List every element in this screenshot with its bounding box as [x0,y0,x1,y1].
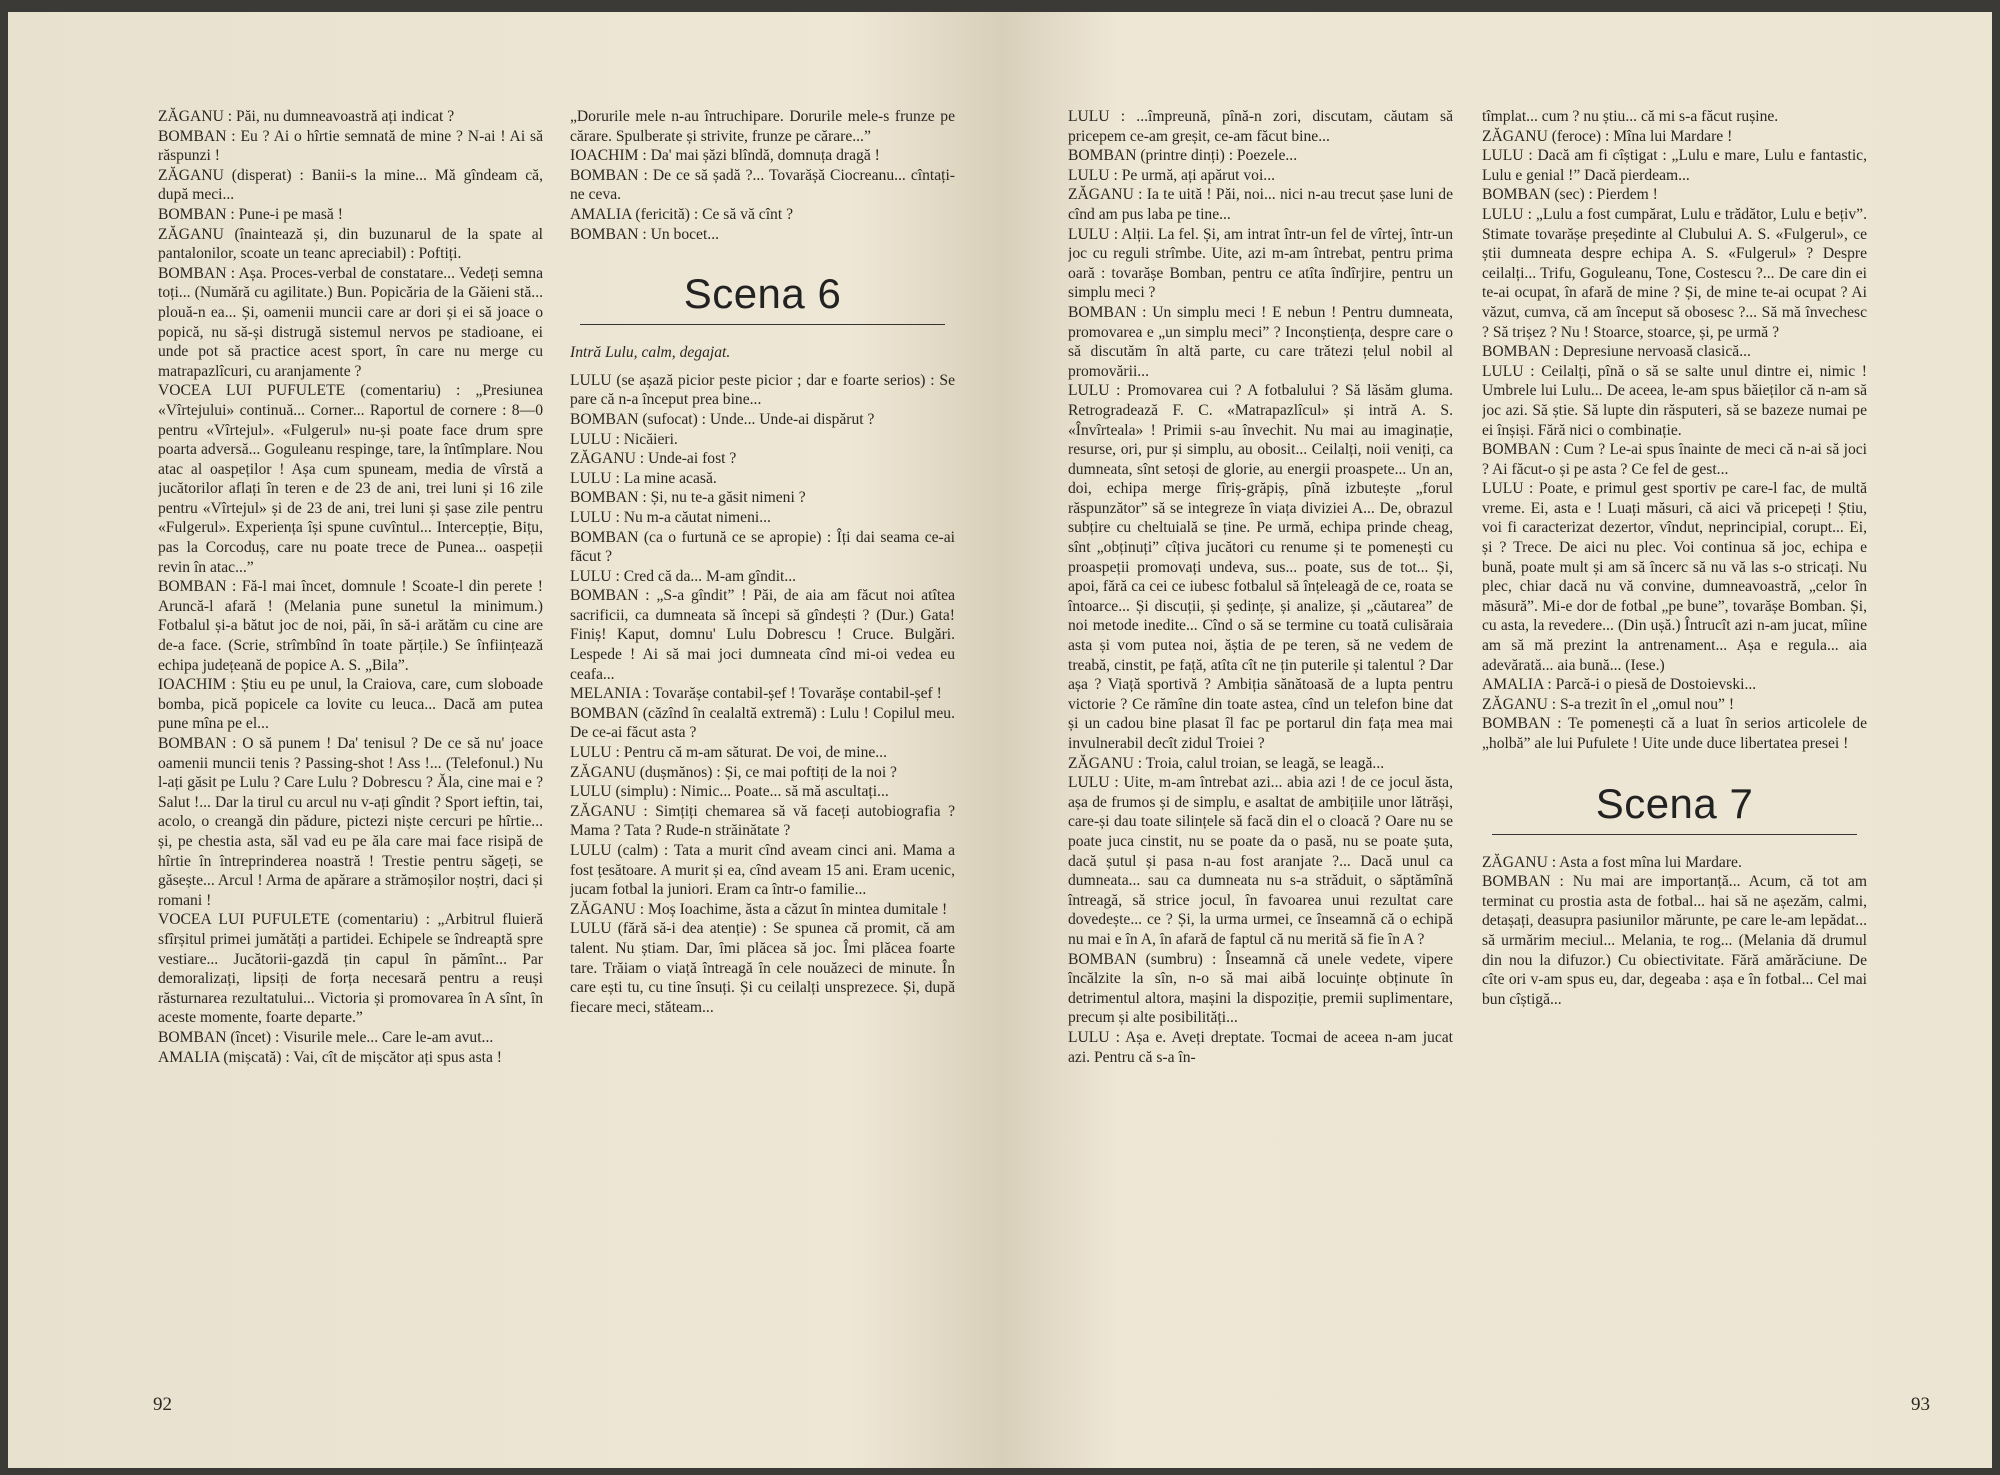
paragraph: LULU : Nu m-a căutat nimeni... [570,508,771,526]
paragraph: LULU : Pe urmă, ați apărut voi... [1068,166,1275,184]
paragraph: LULU : La mine acasă. [570,469,717,487]
paragraph: tîmplat... cum ? nu știu... că mi s-a făcut rușine. [1482,108,1779,125]
paragraph: ZĂGANU : Moș Ioachime, ăsta a căzut în mintea dumitale ! [570,900,948,918]
paragraph: BOMBAN (sufocat) : Unde... Unde-ai dispărut ? [570,410,875,428]
paragraph: ZĂGANU : Păi, nu dumneavoastră ați indicat ? [158,108,455,125]
paragraph: LULU (se așază picior peste picior ; dar e foarte serios) : Se pare că n-a început prea bine... [570,371,955,409]
stage-direction: Intră Lulu, calm, degajat. [570,344,731,362]
paragraph: ZĂGANU (înaintează și, din buzunarul de la spate al pantalonilor, scoate un teanc apreciabil) : Poftiți. [158,225,543,263]
paragraph: LULU : „Lulu a fost cumpărat, Lulu e trădător, Lulu e bețiv”. Stimate tovarășe președinte al Clubului A. S. «Fulgerul», ce știi dumneata despre echipa A. S. «Fulgerul» ? Despre ceilalți... Trifu, Goguleanu, Tone, Costescu ?... De care din ei te-ai ocupat, în afară de mine ? Și, de mine te-ai ocupat ? Ai văzut, cumva, că am început să obosesc ?... Să mă învechesc ? Să trișez ? Nu ! Stoarce, stoarce, și, pe urmă ? [1482,205,1867,341]
paragraph: ZĂGANU : Unde-ai fost ? [570,450,737,468]
paragraph: ZĂGANU : Simțiți chemarea să vă faceți autobiografia ? Mama ? Tata ? Rude-n străinătate ? [570,802,955,840]
paragraph: BOMBAN : Depresiune nervoasă clasică... [1482,343,1751,361]
paragraph: MELANIA : Tovarășe contabil-șef ! Tovarășe contabil-șef ! [570,685,942,703]
paragraph: BOMBAN : Te pomenești că a luat în serios articolele de „holbă” ale lui Pufulete ! Uite unde duce libertatea presei ! [1482,715,1867,752]
paragraph: ZĂGANU : S-a trezit în el „omul nou” ! [1482,695,1735,713]
paragraph: AMALIA (fericită) : Ce să vă cînt ? [570,205,793,223]
paragraph: LULU (fără să-i dea atenție) : Se spunea că promit, că am talent. Nu știam. Dar, îmi plăcea să joc. Îmi plăcea foarte tare. Trăiam o viață întreagă în cele nouăzeci de minute. În care ești tu, cu tine însuți. Și cu ceilalți unsprezece. Și, după fiecare meci, stăteam... [570,920,955,1016]
paragraph: LULU : Alții. La fel. Și, am intrat într-un fel de vîrtej, într-un joc cu reguli strîmbe. Uite, azi m-am întrebat, pentru prima oară : tovarășe Bomban, pentru ce atîta îndîrjire, pentru un simplu meci ? [1068,225,1453,302]
paragraph: ZĂGANU : Ia te uită ! Păi, noi... nici n-au trecut șase luni de cînd am pus laba pe tine... [1068,186,1453,223]
paragraph: BOMBAN (încet) : Visurile mele... Care le-am avut... [158,1028,494,1046]
paragraph: LULU : Așa e. Aveți dreptate. Tocmai de aceea n-am jucat azi. Pentru că s-a în- [1068,1028,1453,1066]
paragraph: BOMBAN : Fă-l mai încet, domnule ! Scoate-l din perete ! Aruncă-l afară ! (Melania pune sunetul la minimum.) Fotbalul și-a bătut joc de noi, păi, în să-i arătăm cu cine are de-a face. (Scrie, strîmbînd în toate părțile.) Se înființează echipa județeană de popice A. S. „Bila”. [158,578,543,674]
left-page-column-2 [570,107,955,1357]
right-page [1000,12,1992,1468]
paragraph: BOMBAN : Și, nu te-a găsit nimeni ? [570,489,806,507]
paragraph: BOMBAN (ca o furtună ce se apropie) : Îți dai seama ce-ai făcut ? [570,528,955,566]
paragraph: ZĂGANU (dușmănos) : Și, ce mai poftiți de la noi ? [570,763,897,781]
paragraph: ZĂGANU (feroce) : Mîna lui Mardare ! [1482,127,1733,145]
paragraph: BOMBAN : De ce să șadă ?... Tovarășă Ciocreanu... cîntați-ne ceva. [570,166,955,204]
paragraph: ZĂGANU : Troia, calul troian, se leagă, se leagă... [1068,754,1385,772]
paragraph: LULU : Poate, e primul gest sportiv pe care-l fac, de multă vreme. Ei, asta e ! Luați măsuri, că aici vă pricepeți ! Știu, voi fi caracterizat dezertor, vîndut, neprincipial, corupt... Ei, și ? Trece. De aici nu plec. Voi continua să joc, echipa e bună, poate mult și am să încerc să nu vă las s-o stricați. Nu plec, chiar dacă nu vă convine, dumneavoastră, „celor în măsură”. Mi-e dor de fotbal „pe bune”, tovarășe Bomban. Și, cu asta, la revedere... (Din ușă.) Întrucît azi n-am jucat, mîine am să mă prezint la antrenament... Așa e regula... aia adevărată... aia bună... (Iese.) [1482,480,1867,674]
paragraph: „Dorurile mele n-au întruchipare. Dorurile mele-s frunze pe cărare. Spulberate și strivite, frunze pe cărare...” [570,108,955,145]
right-page-column-2 [1482,107,1867,1357]
book-spread [8,12,1992,1468]
paragraph: AMALIA : Parcă-i o piesă de Dostoievski... [1482,676,1757,694]
paragraph: BOMBAN : Eu ? Ai o hîrtie semnată de mine ? N-ai ! Ai să răspunzi ! [158,127,543,165]
paragraph: LULU : Pentru că m-am săturat. De voi, de mine... [570,744,887,762]
paragraph: AMALIA (mișcată) : Vai, cît de mișcător ați spus asta ! [158,1048,502,1066]
paragraph: IOACHIM : Știu eu pe unul, la Craiova, care, cum sloboade bomba, pică popicele ca lovite cu leuca... Dacă am putea pune mîna pe el... [158,676,543,733]
paragraph: BOMBAN : O să punem ! Da' tenisul ? De ce să nu' joace oamenii muncii tenis ? Passing-shot ! Ass !... (Telefonul.) Nu l-ați găsit pe Lulu ? Care Lulu ? Dobrescu ? Ăla, cine mai e ? Salut !... Dar la tirul cu arcul nu v-ați gîndit ? Sport ieftin, tai, acolo, o creangă din pădure, pictezi niște cercuri pe hîrtie... și, pe chestia asta, săl vad eu pe ăla care mai face risipă de hîrtie în întreprinderea noastră ! Trestie pentru săgeți, se găsește... Arcul ! Arma de apărare a strămoșilor noștri, daci și romani ! [158,735,543,909]
paragraph: BOMBAN : Un bocet... [570,225,720,243]
paragraph: LULU : Promovarea cui ? A fotbalului ? Să lăsăm gluma. Retrogradează F. C. «Matrapazlîcul» și intră A. S. «Învîrteala» ! Primii s-au învechit. Nu mai au imaginație, resurse, ori, pur și simplu, au obosit... Ceilalți, noii veniți, ca dumneata, sînt setoși de glorie, au energii proaspete... Un an, doi, echipa merge fîriș-grăpiș, pînă izbutește „forul răspunzător” să se integreze în viața diviziei A... De, obrazul subțire cu cheltuială se ține. Pe urmă, echipa prinde cheag, sînt „obținuți” cîțiva jucători cu renume și te pomenești cu proaspeții promovați undeva, sus... poate, sus de tot... Și, apoi, fără ca cei ce iubesc fotbalul să înțeleagă de ce, roata se întoarce... Și discuții, și ședințe, și analize, și „căutarea” de noi metode inedite... Cînd o să se termine cu toată culisăraia asta și vom putea noi, ăștia de pe teren, să ne vedem de treabă, cinstit, pe față, atîta cît ne țin puterile și talentul ? Dar așa ? Viață sportivă ? Ambiția sănătoasă de a lupta pentru victorie ? Ce rămîne din toate astea, cînd un telefon bine dat și un cadou bine plasat îl fac pe portarul din fața mea mai invulnerabil decît zidul Troiei ? [1068,382,1453,752]
left-page-column-1 [158,107,543,1357]
paragraph: LULU : Cred că da... M-am gîndit... [570,567,797,585]
page-number: 92 [153,1394,172,1415]
right-page-column-1 [1068,107,1453,1357]
paragraph: LULU (calm) : Tata a murit cînd aveam cinci ani. Mama a fost țesătoare. A murit și ea, cînd aveam 15 ani. Eram ucenic, jucam fotbal la juniori. Eram ca într-o familie... [570,842,955,899]
paragraph: BOMBAN (căzînd în cealaltă extremă) : Lulu ! Copilul meu. De ce-ai făcut asta ? [570,704,955,742]
paragraph: VOCEA LUI PUFULETE (comentariu) : „Presiunea «Vîrtejului» continuă... Corner... Raportul de cornere : 8—0 pentru «Vîrtejul». «Fulgerul» nu-și poate face drum spre poarta adversă... Goguleanu respinge, tare, la întîmplare. Nou atac al oaspeților ! Așa cum spuneam, media de vîrstă a jucătorilor aflați în teren e de 23 de ani, trei luni și 16 zile pentru «Vîrtejul» și de 23 de ani, trei luni și șase zile pentru «Fulgerul». Experiența își spune cuvîntul... Intercepție, Bițu, pas la Corcoduș, care nu poate trece de Punea... oaspeții revin în atac...” [158,382,543,576]
scene-heading: Scena 7 [1595,779,1754,827]
paragraph: LULU : Nicăieri. [570,430,678,448]
left-page [8,12,1000,1468]
page-number: 93 [1911,1394,1930,1415]
paragraph: ZĂGANU (disperat) : Banii-s la mine... Mă gîndeam că, după meci... [158,166,543,204]
paragraph: BOMBAN : Cum ? Le-ai spus înainte de meci că n-ai să joci ? Ai făcut-o și pe asta ? Ce fel de gest... [1482,441,1867,478]
paragraph: BOMBAN : Pune-i pe masă ! [158,205,343,223]
paragraph: LULU : ...împreună, pînă-n zori, discutam, căutam să pricepem ce-am greșit, ce-am făcut bine... [1068,108,1453,145]
paragraph: BOMBAN (sec) : Pierdem ! [1482,186,1658,204]
paragraph: VOCEA LUI PUFULETE (comentariu) : „Arbitrul fluieră sfîrșitul primei jumătăți a partidei. Echipele se îndreaptă spre vestiare... Jucătorii-gazdă țin capul în pămînt... Par demoralizați, lipsiți de forța necesară pentru a reuși răsturnarea rezultatului... Victoria și promovarea în A sînt, în aceste momente, foarte departe.” [158,911,543,1027]
paragraph: ZĂGANU : Asta a fost mîna lui Mardare. [1482,853,1742,871]
heading-rule [580,324,945,325]
paragraph: BOMBAN : Așa. Proces-verbal de constatare... Vedeți semna toți... (Numără cu agilitate.) Bun. Popicăria de la Găieni stă... plouă-n ea... Și, oamenii muncii care ar dori și ei să joace o popică, nu să-și distrugă sistemul nervos pe stadioane, ei unde pot să practice acest sport, în care nu merge cu matrapazlîcuri, cu aranjamente ? [158,264,543,380]
paragraph: IOACHIM : Da' mai șăzi blîndă, domnuța dragă ! [570,147,880,165]
paragraph: BOMBAN (sumbru) : Înseamnă că unele vedete, vipere încălzite la sîn, n-o să mai aibă locuințe obținute în detrimentul altora, mașini la dispoziție, premii suplimentare, precum și alte posibilități... [1068,950,1453,1027]
paragraph: LULU (simplu) : Nimic... Poate... să mă ascultați... [570,783,889,801]
paragraph: BOMBAN : Un simplu meci ! E nebun ! Pentru dumneata, promovarea e „un simplu meci” ? Inconștiența, despre care o să discutăm în altă parte, cu care trătezi țelul nobil al promovării... [1068,303,1453,380]
scene-heading: Scena 6 [683,270,842,318]
paragraph: LULU : Ceilalți, pînă o să se salte unul dintre ei, nimic ! Umbrele lui Lulu... De aceea, le-am spus băieților că n-am să joc azi. Să știe. Să lupte din răsputeri, să se bazeze numai pe ei înșiși. Fără nici o combinație. [1482,362,1867,439]
paragraph: BOMBAN (printre dinți) : Poezele... [1068,147,1298,165]
paragraph: BOMBAN : Nu mai are importanță... Acum, că tot am terminat cu prostia asta de fotbal... hai să ne așezăm, calmi, detașați, deasupra pasiunilor mărunte, pe care le-am lepădat... să urmărim meciul... Melania, te rog... (Melania dă drumul din nou la difuzor.) Cu obiectivitate. Fără amărăciune. De cîte ori v-am spus eu, dar, degeaba : așa e în fotbal... Cel mai bun cîștigă... [1482,873,1867,1008]
paragraph: LULU : Uite, m-am întrebat azi... abia azi ! de ce jocul ăsta, așa de frumos și de simplu, e asaltat de ambițiile unor lătrăși, care-și dau toate silințele să facă din el o cloacă ? Oare nu se poate juca cinstit, nu se poate da o pasă, nu se poate șuta, dacă șutul și pasa n-au fost aranjate ?... Dacă unul ca dumneata... sau ca dumneata nu s-a străduit, o săptămînă întreagă, să strice jocul, în favoarea unui rezultat care dovedește... ce ? Și, la urma urmei, ce înseamnă că o echipă nu mai e în A, în afară de faptul că nu merită să fie în A ? [1068,774,1453,948]
heading-rule [1492,834,1857,835]
paragraph: BOMBAN : „S-a gîndit” ! Păi, de aia am făcut noi atîtea sacrificii, ca dumneata să începi să gîndești ? (Dur.) Gata! Finiș! Kaput, domnu' Lulu Dobrescu ! Cruce. Bulgări. Lespede ! Ai să mai joci dumneata cînd mi-oi vedea eu ceafa... [570,587,955,683]
paragraph: LULU : Dacă am fi cîștigat : „Lulu e mare, Lulu e fantastic, Lulu e genial !” Dacă pierdeam... [1482,147,1867,184]
